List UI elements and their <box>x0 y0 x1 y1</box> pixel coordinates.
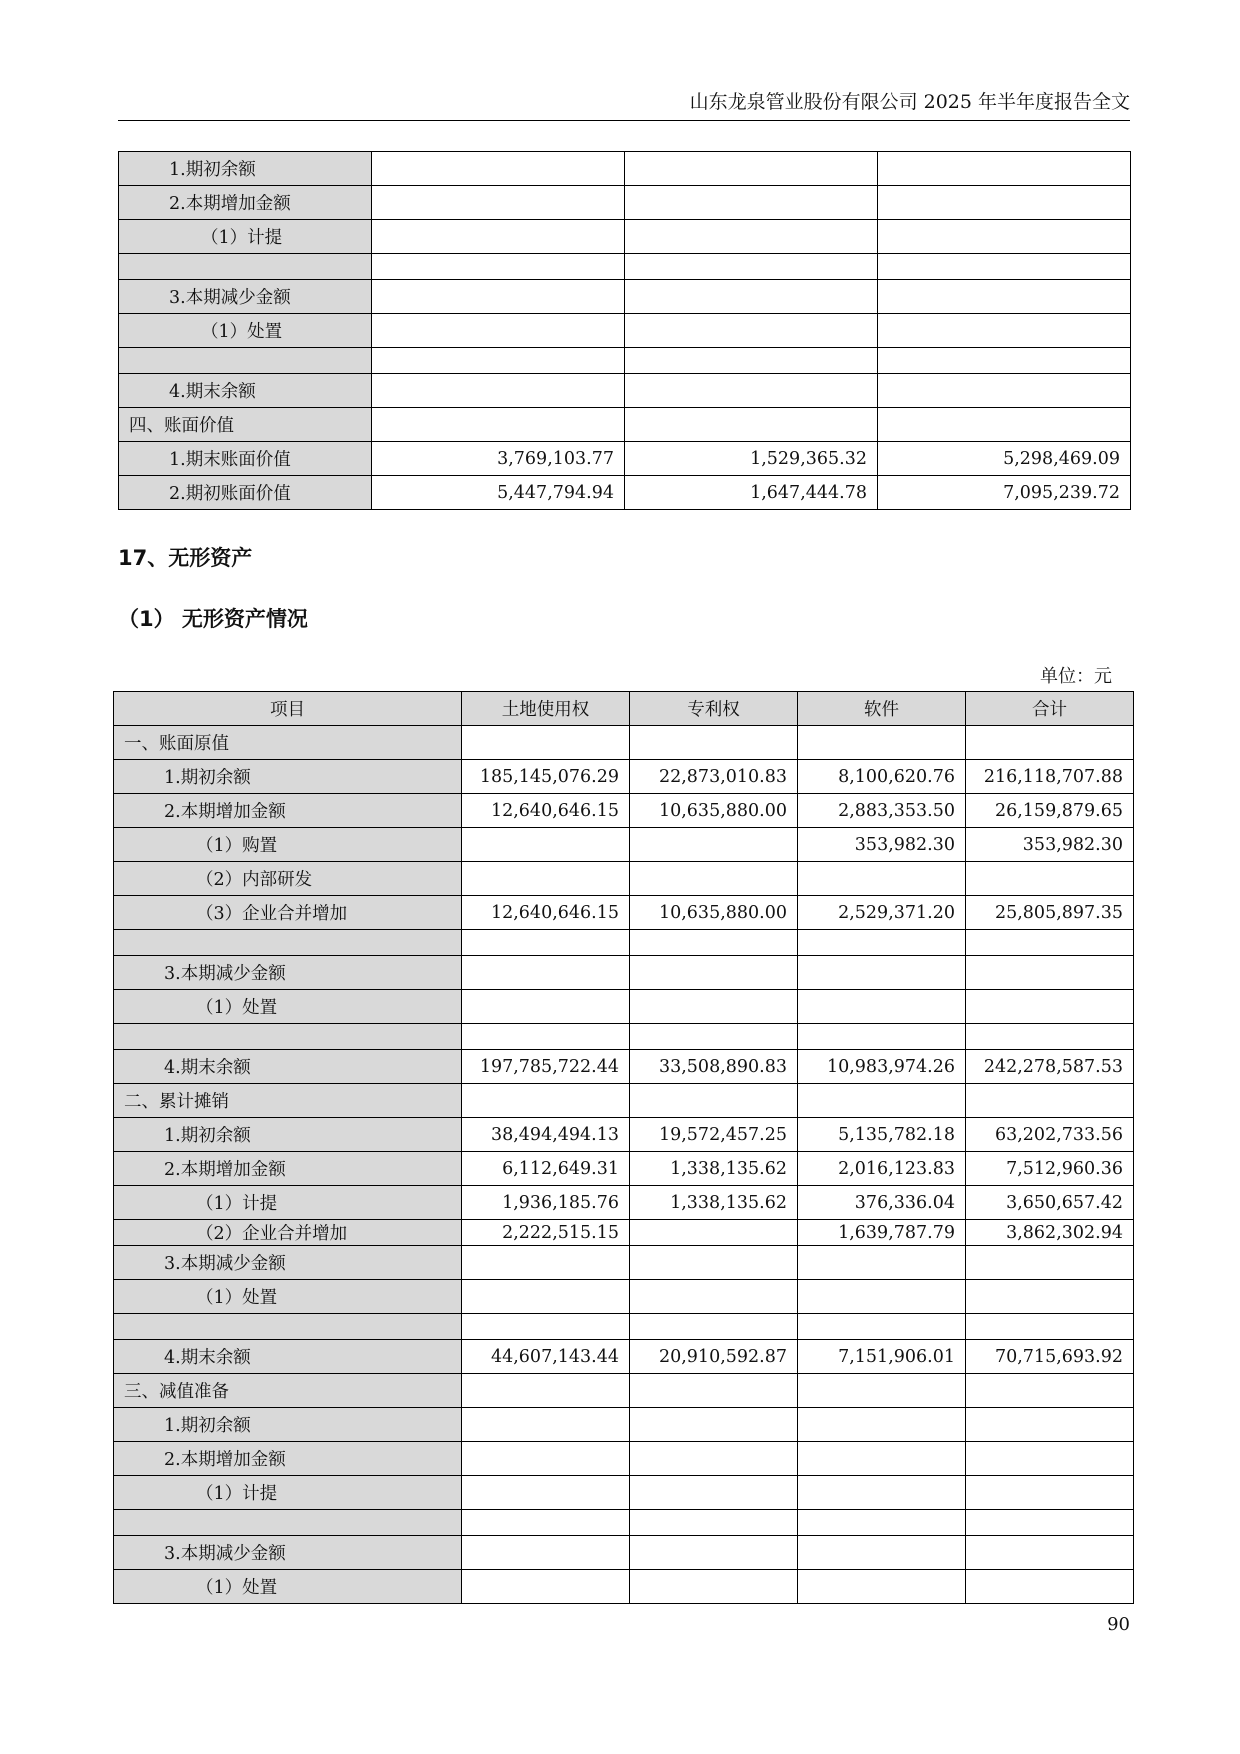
table-row <box>114 1442 1134 1476</box>
cell-value <box>630 1536 798 1570</box>
cell-value <box>625 348 878 374</box>
cell-value <box>966 1374 1134 1408</box>
table-row <box>114 1118 1134 1152</box>
cell-value: 10,635,880.00 <box>630 794 798 828</box>
row-label: （1）计提 <box>114 1186 462 1220</box>
cell-value <box>625 186 878 220</box>
row-label <box>114 1024 462 1050</box>
row-label: （1）处置 <box>114 990 462 1024</box>
table-row <box>119 186 1131 220</box>
row-label: 4.期末余额 <box>114 1340 462 1374</box>
cell-value <box>630 726 798 760</box>
table-row <box>114 956 1134 990</box>
row-label: （2）企业合并增加 <box>114 1220 462 1246</box>
cell-value: 376,336.04 <box>798 1186 966 1220</box>
cell-value: 1,647,444.78 <box>625 476 878 510</box>
cell-value <box>966 1442 1134 1476</box>
cell-value: 353,982.30 <box>966 828 1134 862</box>
row-label: 2.期初账面价值 <box>119 476 372 510</box>
cell-value <box>462 1024 630 1050</box>
cell-value <box>630 956 798 990</box>
cell-value <box>372 186 625 220</box>
cell-value <box>462 1536 630 1570</box>
cell-value <box>372 348 625 374</box>
cell-value: 216,118,707.88 <box>966 760 1134 794</box>
cell-value <box>798 1246 966 1280</box>
table-row <box>114 794 1134 828</box>
cell-value <box>462 1246 630 1280</box>
cell-value <box>462 1084 630 1118</box>
cell-value <box>798 1408 966 1442</box>
row-label: 3.本期减少金额 <box>114 956 462 990</box>
cell-value <box>966 1408 1134 1442</box>
cell-value <box>462 1280 630 1314</box>
row-label <box>119 348 372 374</box>
cell-value <box>630 1280 798 1314</box>
table-row <box>119 374 1131 408</box>
row-label <box>119 254 372 280</box>
cell-value: 33,508,890.83 <box>630 1050 798 1084</box>
page-header <box>118 88 1130 121</box>
cell-value: 10,983,974.26 <box>798 1050 966 1084</box>
header-title: 山东龙泉管业股份有限公司 2025 年半年度报告全文 <box>689 91 1130 113</box>
unit-label: 单位：元 <box>1040 666 1112 687</box>
row-label: （1）计提 <box>114 1476 462 1510</box>
row-label <box>114 1510 462 1536</box>
table-row <box>114 1536 1134 1570</box>
cell-value <box>462 1408 630 1442</box>
header-software: 软件 <box>798 692 966 726</box>
table-row <box>119 280 1131 314</box>
header-land-use-right: 土地使用权 <box>462 692 630 726</box>
cell-value: 2,883,353.50 <box>798 794 966 828</box>
cell-value <box>372 254 625 280</box>
cell-value <box>630 1570 798 1604</box>
cell-value <box>630 828 798 862</box>
row-label: 四、账面价值 <box>119 408 372 442</box>
row-label: 3.本期减少金额 <box>114 1246 462 1280</box>
cell-value <box>798 862 966 896</box>
cell-value <box>966 1476 1134 1510</box>
cell-value <box>798 1442 966 1476</box>
cell-value <box>630 862 798 896</box>
row-label: 3.本期减少金额 <box>114 1536 462 1570</box>
cell-value <box>798 1280 966 1314</box>
table-row <box>114 1476 1134 1510</box>
cell-value: 7,095,239.72 <box>878 476 1131 510</box>
cell-value <box>625 254 878 280</box>
row-label: （1）处置 <box>114 1280 462 1314</box>
table-row <box>119 442 1131 476</box>
cell-value: 20,910,592.87 <box>630 1340 798 1374</box>
cell-value <box>462 1476 630 1510</box>
cell-value: 3,650,657.42 <box>966 1186 1134 1220</box>
table-row <box>114 726 1134 760</box>
row-label: 一、账面原值 <box>114 726 462 760</box>
cell-value <box>878 254 1131 280</box>
table-row <box>114 1220 1134 1246</box>
row-label: （1）计提 <box>119 220 372 254</box>
cell-value <box>878 152 1131 186</box>
cell-value <box>966 1280 1134 1314</box>
cell-value: 1,529,365.32 <box>625 442 878 476</box>
cell-value: 22,873,010.83 <box>630 760 798 794</box>
row-label: （1）购置 <box>114 828 462 862</box>
cell-value <box>372 374 625 408</box>
table-row <box>119 476 1131 510</box>
table-row <box>114 862 1134 896</box>
intangible-assets-table <box>113 691 1134 1604</box>
cell-value <box>462 956 630 990</box>
cell-value <box>630 1314 798 1340</box>
cell-value: 12,640,646.15 <box>462 794 630 828</box>
cell-value <box>630 1246 798 1280</box>
cell-value <box>630 930 798 956</box>
cell-value: 70,715,693.92 <box>966 1340 1134 1374</box>
cell-value <box>966 1024 1134 1050</box>
cell-value <box>630 1220 798 1246</box>
cell-value: 8,100,620.76 <box>798 760 966 794</box>
cell-value <box>966 1084 1134 1118</box>
cell-value <box>630 1408 798 1442</box>
row-label <box>114 1314 462 1340</box>
cell-value <box>372 408 625 442</box>
row-label: 1.期初余额 <box>119 152 372 186</box>
cell-value: 5,447,794.94 <box>372 476 625 510</box>
cell-value <box>372 220 625 254</box>
table-row <box>119 220 1131 254</box>
cell-value <box>462 862 630 896</box>
row-label: （1）处置 <box>119 314 372 348</box>
row-label <box>114 930 462 956</box>
cell-value <box>630 1024 798 1050</box>
row-label: 1.期末账面价值 <box>119 442 372 476</box>
cell-value <box>798 726 966 760</box>
cell-value <box>798 990 966 1024</box>
cell-value: 7,151,906.01 <box>798 1340 966 1374</box>
cell-value <box>966 862 1134 896</box>
cell-value: 353,982.30 <box>798 828 966 862</box>
cell-value <box>966 1246 1134 1280</box>
cell-value <box>798 1374 966 1408</box>
table-row <box>114 1408 1134 1442</box>
cell-value <box>372 280 625 314</box>
cell-value <box>462 1510 630 1536</box>
cell-value: 2,222,515.15 <box>462 1220 630 1246</box>
table-row <box>119 314 1131 348</box>
cell-value <box>630 990 798 1024</box>
cell-value: 38,494,494.13 <box>462 1118 630 1152</box>
row-label: 三、减值准备 <box>114 1374 462 1408</box>
cell-value <box>625 374 878 408</box>
cell-value <box>625 152 878 186</box>
cell-value: 25,805,897.35 <box>966 896 1134 930</box>
row-label: （3）企业合并增加 <box>114 896 462 930</box>
cell-value <box>625 408 878 442</box>
cell-value <box>966 1570 1134 1604</box>
table-row <box>114 1024 1134 1050</box>
table-row <box>119 152 1131 186</box>
row-label: 二、累计摊销 <box>114 1084 462 1118</box>
cell-value: 1,338,135.62 <box>630 1186 798 1220</box>
header-item: 项目 <box>114 692 462 726</box>
cell-value <box>966 956 1134 990</box>
table-row <box>114 1340 1134 1374</box>
cell-value <box>798 1024 966 1050</box>
cell-value <box>630 1374 798 1408</box>
cell-value <box>966 930 1134 956</box>
row-label: 2.本期增加金额 <box>114 1442 462 1476</box>
header-total: 合计 <box>966 692 1134 726</box>
cell-value <box>878 220 1131 254</box>
cell-value: 1,338,135.62 <box>630 1152 798 1186</box>
table-row <box>119 408 1131 442</box>
cell-value <box>630 1084 798 1118</box>
cell-value <box>966 990 1134 1024</box>
cell-value <box>630 1476 798 1510</box>
cell-value <box>630 1510 798 1536</box>
row-label: 2.本期增加金额 <box>119 186 372 220</box>
table-row <box>114 1152 1134 1186</box>
cell-value <box>462 1374 630 1408</box>
row-label: 4.期末余额 <box>114 1050 462 1084</box>
row-label: 1.期初余额 <box>114 1118 462 1152</box>
cell-value <box>798 1510 966 1536</box>
cell-value <box>878 408 1131 442</box>
continued-table <box>118 151 1131 510</box>
table-row <box>114 1570 1134 1604</box>
cell-value <box>966 1314 1134 1340</box>
table-row <box>114 1374 1134 1408</box>
cell-value: 7,512,960.36 <box>966 1152 1134 1186</box>
cell-value <box>878 314 1131 348</box>
table-row <box>119 254 1131 280</box>
table-row <box>114 828 1134 862</box>
cell-value <box>966 1536 1134 1570</box>
cell-value: 185,145,076.29 <box>462 760 630 794</box>
cell-value: 242,278,587.53 <box>966 1050 1134 1084</box>
cell-value <box>372 152 625 186</box>
cell-value: 12,640,646.15 <box>462 896 630 930</box>
row-label: 2.本期增加金额 <box>114 1152 462 1186</box>
cell-value <box>798 956 966 990</box>
table-row <box>114 1510 1134 1536</box>
table-row <box>114 896 1134 930</box>
cell-value: 5,298,469.09 <box>878 442 1131 476</box>
cell-value <box>625 280 878 314</box>
section-title: 17、无形资产 <box>118 546 253 570</box>
cell-value <box>798 1570 966 1604</box>
cell-value <box>462 1570 630 1604</box>
cell-value <box>462 990 630 1024</box>
cell-value: 26,159,879.65 <box>966 794 1134 828</box>
cell-value <box>462 930 630 956</box>
cell-value: 5,135,782.18 <box>798 1118 966 1152</box>
table-row <box>114 1084 1134 1118</box>
cell-value <box>625 314 878 348</box>
cell-value <box>798 1084 966 1118</box>
row-label: 2.本期增加金额 <box>114 794 462 828</box>
page-number: 90 <box>1107 1614 1130 1635</box>
cell-value: 1,936,185.76 <box>462 1186 630 1220</box>
cell-value: 63,202,733.56 <box>966 1118 1134 1152</box>
cell-value: 10,635,880.00 <box>630 896 798 930</box>
row-label: 4.期末余额 <box>119 374 372 408</box>
cell-value <box>630 1442 798 1476</box>
table-row <box>114 1050 1134 1084</box>
table-row <box>114 990 1134 1024</box>
table-row <box>114 1186 1134 1220</box>
cell-value <box>462 1442 630 1476</box>
table-row <box>119 348 1131 374</box>
cell-value: 3,862,302.94 <box>966 1220 1134 1246</box>
row-label: 3.本期减少金额 <box>119 280 372 314</box>
cell-value <box>798 1314 966 1340</box>
cell-value <box>966 1510 1134 1536</box>
row-label: （2）内部研发 <box>114 862 462 896</box>
cell-value <box>966 726 1134 760</box>
cell-value <box>878 186 1131 220</box>
table-row <box>114 930 1134 956</box>
table-row <box>114 1280 1134 1314</box>
cell-value <box>462 726 630 760</box>
cell-value <box>462 1314 630 1340</box>
row-label: 1.期初余额 <box>114 1408 462 1442</box>
cell-value: 3,769,103.77 <box>372 442 625 476</box>
row-label: 1.期初余额 <box>114 760 462 794</box>
cell-value <box>798 1476 966 1510</box>
table-row <box>114 760 1134 794</box>
cell-value: 197,785,722.44 <box>462 1050 630 1084</box>
cell-value <box>798 1536 966 1570</box>
row-label: （1）处置 <box>114 1570 462 1604</box>
cell-value: 44,607,143.44 <box>462 1340 630 1374</box>
cell-value: 6,112,649.31 <box>462 1152 630 1186</box>
cell-value <box>878 280 1131 314</box>
table-header-row <box>114 692 1134 726</box>
cell-value <box>625 220 878 254</box>
cell-value <box>462 828 630 862</box>
cell-value: 19,572,457.25 <box>630 1118 798 1152</box>
section-subtitle: （1） 无形资产情况 <box>118 607 308 631</box>
cell-value: 2,016,123.83 <box>798 1152 966 1186</box>
cell-value: 2,529,371.20 <box>798 896 966 930</box>
cell-value <box>878 374 1131 408</box>
table-row <box>114 1314 1134 1340</box>
cell-value <box>798 930 966 956</box>
header-patent: 专利权 <box>630 692 798 726</box>
cell-value: 1,639,787.79 <box>798 1220 966 1246</box>
cell-value <box>878 348 1131 374</box>
table-row <box>114 1246 1134 1280</box>
cell-value <box>372 314 625 348</box>
